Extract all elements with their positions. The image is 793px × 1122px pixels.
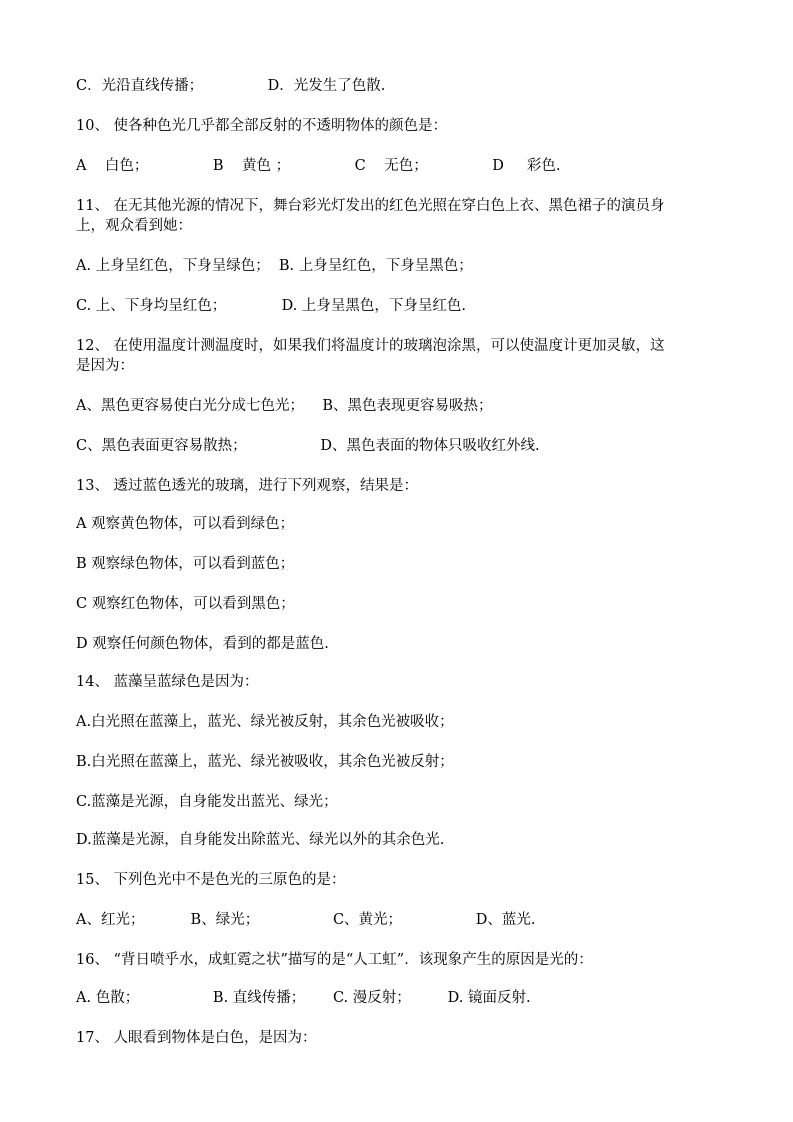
q12-stem-line1: 12、 在使用温度计测温度时，如果我们将温度计的玻璃泡涂黑，可以使温度计更加灵敏，这 [76, 338, 665, 354]
q13-stem: 13、 透过蓝色透光的玻璃，进行下列观察，结果是： [76, 478, 419, 494]
q11-stem-line2: 上，观众看到她： [76, 218, 192, 234]
q11-stem-line1: 11、 在无其他光源的情况下，舞台彩光灯发出的红色光照在穿白色上衣、黑色裙子的演员身 [76, 198, 665, 214]
q13-option-a: A 观察黄色物体，可以看到绿色； [76, 516, 295, 532]
q13-option-d: D 观察任何颜色物体，看到的都是蓝色. [76, 636, 329, 652]
q16-stem: 16、 “背日喷乎水，成虹霓之状”描写的是“人工虹”．该现象产生的原因是光的： [76, 952, 593, 968]
q10-stem: 10、 使各种色光几乎都全部反射的不透明物体的颜色是： [76, 118, 448, 134]
q14-stem: 14、 蓝藻呈蓝绿色是因为： [76, 674, 259, 690]
q14-option-d: D.蓝藻是光源，自身能发出除蓝光、绿光以外的其余色光. [76, 832, 445, 848]
q13-option-b: B 观察绿色物体，可以看到蓝色； [76, 556, 295, 572]
q14-option-c: C.蓝藻是光源，自身能发出蓝光、绿光； [76, 794, 338, 810]
q11-options-cd: C. 上、下身均呈红色； D. 上身呈黑色，下身呈红色. [76, 298, 467, 314]
q14-option-a: A.白光照在蓝藻上，蓝光、绿光被反射，其余色光被吸收； [76, 714, 454, 730]
q17-stem: 17、 人眼看到物体是白色，是因为： [76, 1030, 317, 1046]
q16-options: A. 色散； B. 直线传播； C. 漫反射； D. 镜面反射. [76, 990, 531, 1006]
q12-stem-line2: 是因为： [76, 358, 134, 374]
q12-options-cd: C、黑色表面更容易散热； D、黑色表面的物体只吸收红外线. [76, 438, 540, 454]
q11-options-ab: A. 上身呈红色，下身呈绿色； B. 上身呈红色，下身呈黑色； [76, 258, 473, 274]
q9-options-cd: C．光沿直线传播； D．光发生了色散. [76, 78, 386, 94]
q12-options-ab: A、黑色更容易使白光分成七色光； B、黑色表现更容易吸热； [76, 398, 493, 414]
q15-options: A、红光； B、绿光； C、黄光； D、蓝光. [76, 912, 536, 928]
q14-option-b: B.白光照在蓝藻上，蓝光、绿光被吸收，其余色光被反射； [76, 754, 454, 770]
q10-options: A 白色； B 黄色 ； C 无色； D 彩色. [76, 158, 561, 174]
q15-stem: 15、 下列色光中不是色光的三原色的是： [76, 872, 346, 888]
q13-option-c: C 观察红色物体，可以看到黑色； [76, 596, 295, 612]
